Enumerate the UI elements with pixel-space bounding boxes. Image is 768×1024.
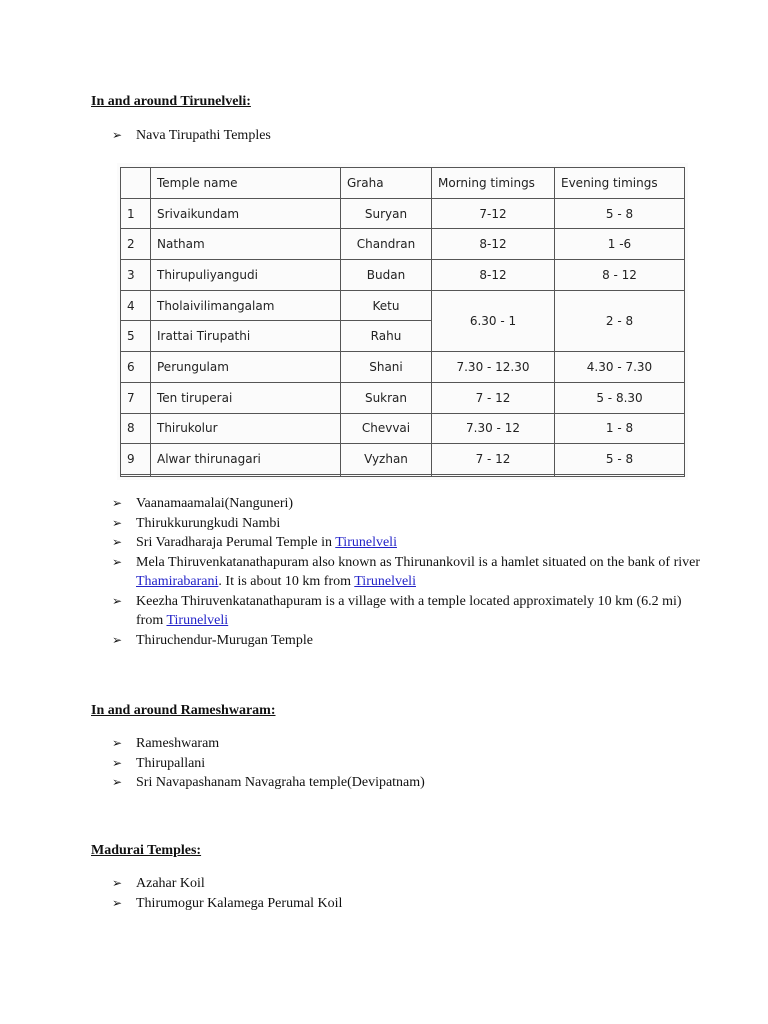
graha: Budan (341, 260, 432, 291)
table-row (121, 413, 685, 444)
graha: Sukran (341, 382, 432, 413)
arrowhead-bullet-icon: ➢ (112, 535, 123, 549)
temple-name: Tholaivilimangalam (151, 290, 341, 321)
graha: Vyzhan (341, 444, 432, 475)
list-item: ➢ Thirupallani (112, 754, 712, 774)
morning-timing: 8-12 (432, 229, 555, 260)
table-row (121, 229, 685, 260)
temple-name: Thirukolur (151, 413, 341, 444)
row-number: 3 (121, 260, 151, 291)
list-madurai-temples (112, 874, 712, 913)
table-row-empty (121, 474, 685, 476)
list-nava-tirupathi (112, 126, 712, 146)
graha: Chevvai (341, 413, 432, 444)
arrowhead-bullet-icon: ➢ (112, 515, 123, 530)
list-item: ➢ Azahar Koil (112, 874, 712, 894)
arrowhead-bullet-icon: ➢ (112, 496, 123, 510)
temple-name: Irattai Tirupathi (151, 321, 341, 352)
arrowhead-bullet-icon: ➢ (112, 775, 123, 789)
temple-name: Perungulam (151, 352, 341, 383)
row-number: 5 (121, 321, 151, 352)
temple-name: Natham (151, 229, 341, 260)
list-item: ➢ Sri Navapashanam Navagraha temple(Devipatnam) (112, 773, 712, 793)
tirunelveli-link[interactable]: Tirunelveli (335, 535, 397, 550)
graha: Ketu (341, 290, 432, 321)
header-evening-timings: Evening timings (555, 168, 685, 199)
thamirabarani-link[interactable]: Thamirabarani (136, 574, 219, 589)
list-tirunelveli-temples (112, 494, 712, 650)
arrowhead-bullet-icon: ➢ (112, 554, 123, 569)
morning-timing: 8-12 (432, 260, 555, 291)
temple-name: Ten tiruperai (151, 382, 341, 413)
graha: Suryan (341, 198, 432, 229)
evening-timing-merged: 2 - 8 (555, 290, 685, 351)
row-number: 8 (121, 413, 151, 444)
evening-timing: 1 -6 (555, 229, 685, 260)
heading-rameshwaram: In and around Rameshwaram: (91, 703, 276, 718)
row-number: 1 (121, 198, 151, 229)
heading-madurai: Madurai Temples: (91, 843, 202, 858)
list-item: ➢ Vaanamaamalai(Nanguneri) (112, 494, 712, 514)
list-item: ➢ Nava Tirupathi Temples (112, 126, 712, 146)
arrowhead-bullet-icon: ➢ (112, 895, 123, 910)
temple-name: Thirupuliyangudi (151, 260, 341, 291)
table-row (121, 352, 685, 383)
list-rameshwaram-temples (112, 734, 712, 793)
table-row (121, 290, 685, 321)
header-temple-name: Temple name (151, 168, 341, 199)
morning-timing: 7.30 - 12.30 (432, 352, 555, 383)
header-morning-timings: Morning timings (432, 168, 555, 199)
list-item: ➢ Thiruchendur-Murugan Temple (112, 631, 712, 651)
graha: Rahu (341, 321, 432, 352)
table-row (121, 382, 685, 413)
temple-name: Alwar thirunagari (151, 444, 341, 475)
graha: Shani (341, 352, 432, 383)
arrowhead-bullet-icon: ➢ (112, 876, 123, 890)
evening-timing: 5 - 8.30 (555, 382, 685, 413)
morning-timing: 7-12 (432, 198, 555, 229)
morning-timing: 7.30 - 12 (432, 413, 555, 444)
list-item: ➢ Mela Thiruvenkatanathapuram also known as Thirunankovil is a hamlet situated on the bank of river Thamirabarani. It is about 10 km from Tirunelveli (112, 554, 700, 589)
row-number: 7 (121, 382, 151, 413)
list-item: ➢ Rameshwaram (112, 734, 712, 754)
list-item: ➢ Keezha Thiruvenkatanathapuram is a village with a temple located approximately 10 km (6.2 mi) from Tirunelveli (112, 593, 682, 628)
morning-timing: 7 - 12 (432, 444, 555, 475)
heading-tirunelveli: In and around Tirunelveli: (91, 94, 251, 109)
list-item: ➢ Sri Varadharaja Perumal Temple in Tirunelveli (112, 533, 712, 553)
evening-timing: 1 - 8 (555, 413, 685, 444)
evening-timing: 8 - 12 (555, 260, 685, 291)
graha: Chandran (341, 229, 432, 260)
evening-timing: 4.30 - 7.30 (555, 352, 685, 383)
table-header-row (121, 168, 685, 199)
nava-tirupathi-timings-table-image (117, 163, 688, 480)
tirunelveli-link[interactable]: Tirunelveli (354, 574, 416, 589)
arrowhead-bullet-icon: ➢ (112, 736, 123, 750)
morning-timing: 7 - 12 (432, 382, 555, 413)
evening-timing: 5 - 8 (555, 198, 685, 229)
row-number: 4 (121, 290, 151, 321)
timings-table (120, 167, 685, 477)
arrowhead-bullet-icon: ➢ (112, 593, 123, 608)
list-item: ➢ Thirumogur Kalamega Perumal Koil (112, 894, 712, 914)
arrowhead-bullet-icon: ➢ (112, 128, 123, 142)
table-row (121, 198, 685, 229)
table-row (121, 260, 685, 291)
temple-name: Srivaikundam (151, 198, 341, 229)
arrowhead-bullet-icon: ➢ (112, 632, 123, 647)
row-number: 6 (121, 352, 151, 383)
row-number: 9 (121, 444, 151, 475)
tirunelveli-link[interactable]: Tirunelveli (166, 613, 229, 628)
header-number (121, 168, 151, 199)
header-graha: Graha (341, 168, 432, 199)
table-row (121, 444, 685, 475)
evening-timing: 5 - 8 (555, 444, 685, 475)
morning-timing-merged: 6.30 - 1 (432, 290, 555, 351)
arrowhead-bullet-icon: ➢ (112, 755, 123, 770)
list-item: ➢ Thirukkurungkudi Nambi (112, 514, 712, 534)
row-number: 2 (121, 229, 151, 260)
